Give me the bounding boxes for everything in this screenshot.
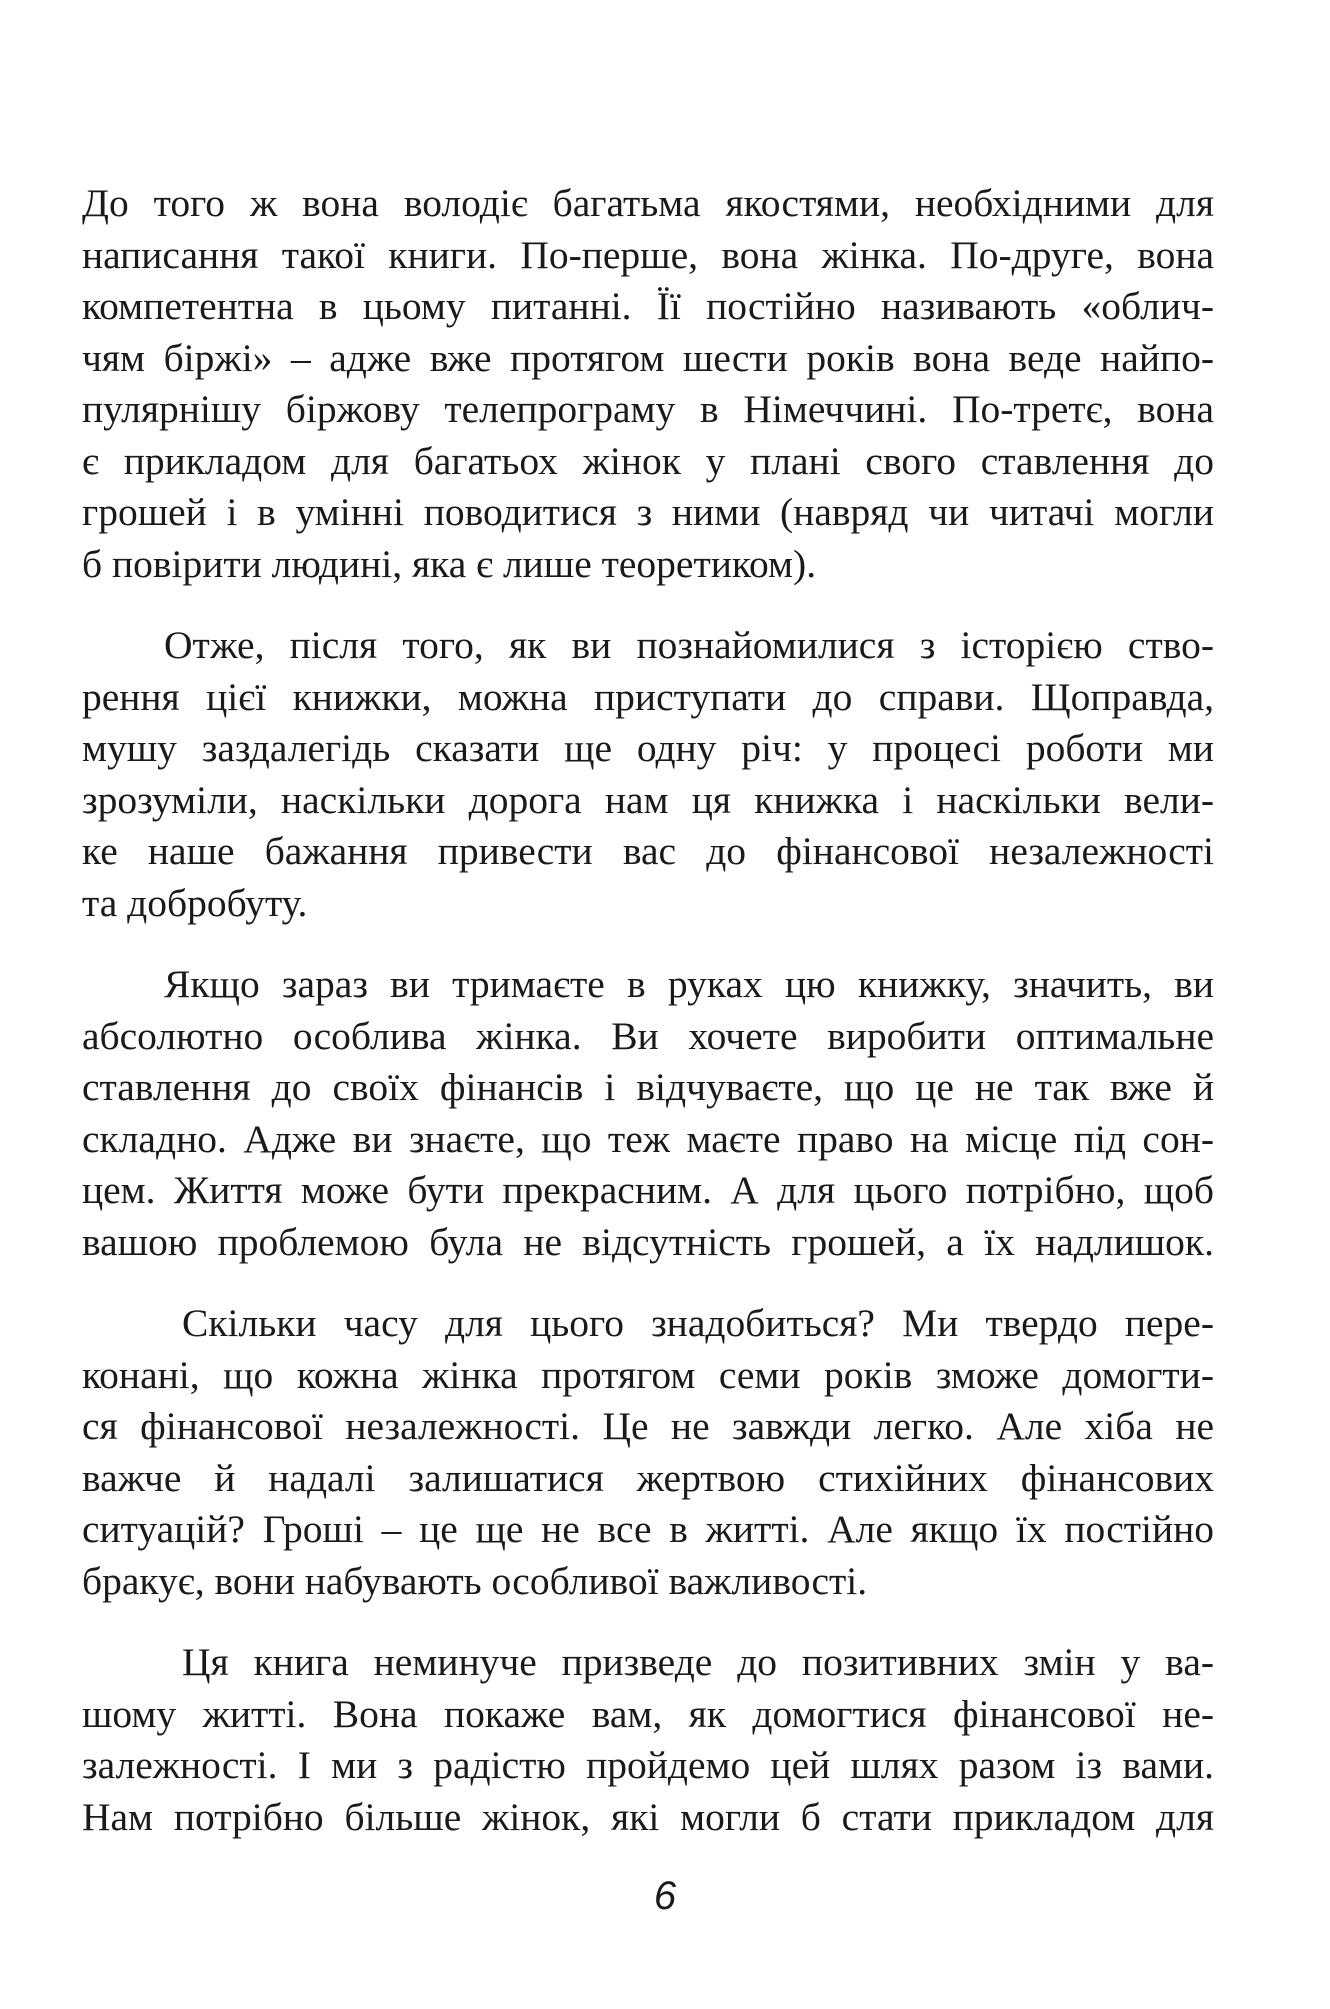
paragraph-5 [82, 1637, 1214, 1843]
paragraph-3 [82, 959, 1214, 1268]
text-line: та добробуту. [82, 880, 308, 925]
text-line: вашою проблемою була не відсутність грошей, а їх надлишок. [82, 1219, 1214, 1264]
text-line: шому житті. Вона покаже вам, як домогтися фінансової не- [82, 1691, 1214, 1736]
text-line: ситуацій? Гроші – це ще не все в житті. Але якщо їх постійно [82, 1507, 1214, 1551]
text-line: написання такої книги. По-перше, вона жінка. По-друге, вона [82, 232, 1214, 277]
text-line: цем. Життя може бути прекрасним. А для цього потрібно, щоб [82, 1168, 1214, 1212]
text-line: Якщо зараз ви тримаєте в руках цю книжку, значить, ви [164, 962, 1214, 1006]
text-line: бракує, вони набувають особливої важливості. [82, 1558, 868, 1603]
text-line: До того ж вона володіє багатьма якостями, необхідними для [82, 181, 1214, 225]
text-line: мушу заздалегідь сказати ще одну річ: у процесі роботи ми [82, 726, 1214, 770]
text-line: рення цієї книжки, можна приступати до справи. Щоправда, [82, 674, 1214, 719]
text-line: залежності. І ми з радістю пройдемо цей шлях разом із вами. [82, 1743, 1214, 1787]
paragraph-2 [82, 620, 1214, 929]
text-line: Отже, після того, як ви познайомилися з історією ство- [164, 623, 1214, 667]
text-line: чям біржі» – адже вже протягом шести років вона веде найпо- [82, 335, 1214, 380]
paragraph-4 [82, 1298, 1214, 1607]
text-line: Нам потрібно більше жінок, які могли б стати прикладом для [82, 1794, 1214, 1839]
text-line: грошей і в умінні поводитися з ними (навряд чи читачі могли [82, 490, 1214, 534]
body-text [82, 178, 1214, 1843]
text-line: ке наше бажання привести вас до фінансової незалежності [82, 829, 1214, 873]
page-number: 6 [653, 1874, 677, 1918]
text-line: ставлення до своїх фінансів і відчуваєте, що це не так вже й [82, 1065, 1214, 1109]
text-line: б повірити людині, яка є лише теоретиком). [82, 541, 817, 586]
paragraph-1 [82, 178, 1214, 590]
text-line: Скільки часу для цього знадобиться? Ми твердо пере- [182, 1301, 1214, 1345]
text-line: зрозуміли, наскільки дорога нам ця книжка і наскільки вели- [82, 777, 1214, 822]
text-line: є прикладом для багатьох жінок у плані свого ставлення до [82, 438, 1214, 483]
text-line: абсолютно особлива жінка. Ви хочете виробити оптимальне [82, 1013, 1214, 1058]
text-line: конані, що кожна жінка протягом семи років зможе домогти- [82, 1352, 1214, 1397]
text-line: пулярнішу біржову телепрограму в Німеччині. По-третє, вона [82, 387, 1214, 431]
text-line: ся фінансової незалежності. Це не завжди легко. Але хіба не [82, 1404, 1214, 1448]
text-line: важче й надалі залишатися жертвою стихійних фінансових [82, 1455, 1214, 1500]
text-line: компетентна в цьому питанні. Її постійно називають «облич- [82, 284, 1214, 328]
text-line: складно. Адже ви знаєте, що теж маєте право на місце під сон- [82, 1116, 1214, 1161]
text-line: Ця книга неминуче призведе до позитивних змін у ва- [182, 1640, 1214, 1684]
